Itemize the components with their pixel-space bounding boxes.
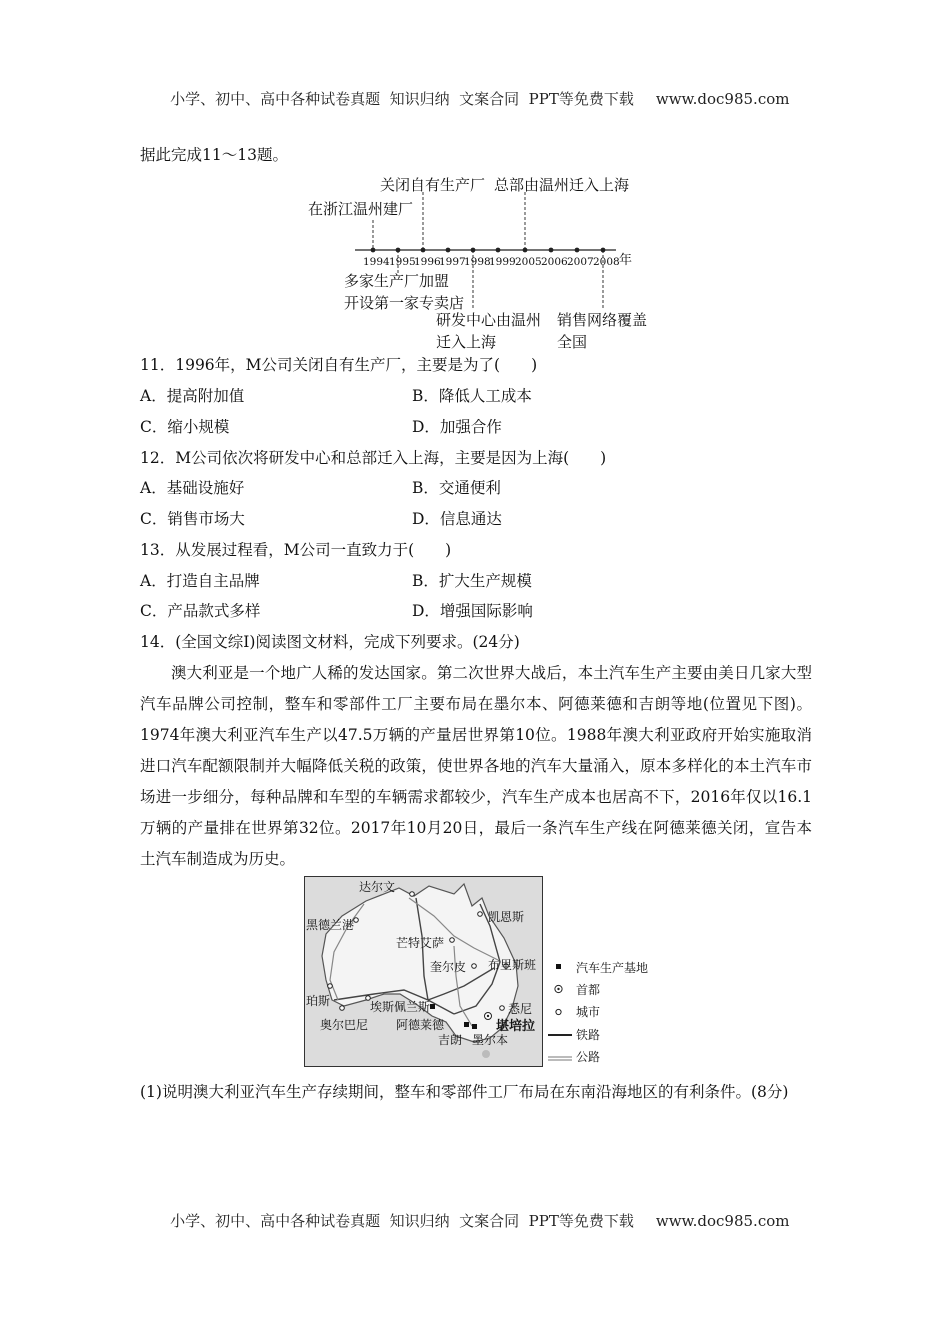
- base-adelaide: [430, 1004, 435, 1009]
- year-label: 1996: [414, 256, 441, 268]
- city-sydney: [500, 1006, 505, 1011]
- map-label-geelong: 吉朗: [438, 1033, 463, 1047]
- q12-option-d[interactable]: D．信息通达: [412, 510, 502, 528]
- header-text: 小学、初中、高中各种试卷真题 知识归纳 文案合同 PPT等免费下载: [170, 90, 634, 108]
- year-label: 1999: [489, 256, 516, 268]
- map-label-canberra: 堪培拉: [496, 1019, 536, 1034]
- map-label-port-hedland: 黑德兰港: [306, 918, 355, 932]
- event-rd-move: 研发中心由温州 迁入上海: [436, 311, 542, 351]
- q12-option-a[interactable]: A．基础设施好: [140, 479, 245, 497]
- map-label-esperance: 埃斯佩兰斯: [370, 1000, 431, 1014]
- legend-base-symbol: [556, 964, 561, 969]
- q13-option-d[interactable]: D．增强国际影响: [412, 602, 533, 620]
- year-label: 2008: [593, 256, 620, 268]
- q14-passage: 澳大利亚是一个地广人稀的发达国家。第二次世界大战后，本土汽车生产主要由美日几家大型汽车品牌公司控制，整车和零部件工厂主要布局在墨尔本、阿德莱德和吉朗等地(位置见下图)。1974年澳大利亚汽车生产以47.5万辆的产量居世界第10位。1988年澳大利亚政府开始实施取消进口汽车配额限制并大幅降低关税的政策，使世界各地的汽车大量涌入，原本多样化的本土汽车市场进一步细分，每种品牌和车型的车辆需求都较少，汽车生产成本也居高不下，2016年仅以16.1万辆的产量排在世界第32位。2017年10月20日，最后一条汽车生产线在阿德莱德关闭，宣告本土汽车制造成为历史。: [140, 664, 812, 868]
- legend-capital: 首都: [576, 983, 601, 997]
- page-footer: [0, 1192, 950, 1231]
- q11-option-c[interactable]: C．缩小规模: [140, 418, 230, 436]
- year-label: 1998: [464, 256, 491, 268]
- legend-symbols: [548, 956, 576, 1068]
- dot-2006: [549, 248, 554, 253]
- dot-1999: [496, 248, 501, 253]
- q14-sub-1: (1)说明澳大利亚汽车生产存续期间，整车和零部件工厂布局在东南沿海地区的有利条件。(8分): [140, 1083, 789, 1101]
- footer-url[interactable]: www.doc985.com: [655, 1212, 790, 1230]
- year-unit: 年: [619, 253, 633, 268]
- q11-option-d[interactable]: D．加强合作: [412, 418, 502, 436]
- map-label-darwin: 达尔文: [359, 880, 396, 894]
- question-11-stem: 11．1996年，M公司关闭自有生产厂，主要是为了( ): [140, 356, 538, 374]
- map-label-albany: 奥尔巴尼: [320, 1018, 369, 1032]
- page-header: [0, 70, 950, 109]
- capital-canberra-dot: [487, 1015, 489, 1017]
- tasmania: [482, 1050, 490, 1058]
- city-port-hedland: [354, 918, 359, 923]
- event-close-factory: 关闭自有生产厂: [380, 176, 486, 194]
- q13-option-c[interactable]: C．产品款式多样: [140, 602, 261, 620]
- city-perth: [328, 984, 333, 989]
- event-sales-network: 销售网络覆盖 全国: [557, 311, 648, 351]
- base-geelong: [464, 1022, 469, 1027]
- legend-car-base: 汽车生产基地: [576, 961, 649, 975]
- event-hq-move: 总部由温州迁入上海: [494, 176, 630, 194]
- legend-road: 公路: [576, 1050, 601, 1064]
- city-albany: [340, 1006, 345, 1011]
- header-url[interactable]: www.doc985.com: [655, 90, 790, 108]
- city-cairns: [478, 912, 483, 917]
- event-franchise: 多家生产厂加盟 开设第一家专卖店: [344, 272, 465, 312]
- legend-capital-dot: [557, 988, 559, 990]
- map-label-melbourne: 墨尔本: [472, 1033, 509, 1047]
- legend-city: 城市: [576, 1005, 601, 1019]
- q13-option-a[interactable]: A．打造自主品牌: [140, 572, 260, 590]
- city-quilpie: [472, 964, 477, 969]
- question-13-stem: 13．从发展过程看，M公司一直致力于( ): [140, 541, 452, 559]
- dot-1997: [446, 248, 451, 253]
- year-label: 2007: [567, 256, 594, 268]
- map-label-quilpie: 奎尔皮: [430, 960, 467, 974]
- sea-marks: [482, 1050, 490, 1058]
- map-label-perth: 珀斯: [306, 994, 331, 1008]
- year-label: 1994: [363, 256, 390, 268]
- legend-railway: 铁路: [576, 1028, 601, 1042]
- year-label: 1997: [439, 256, 466, 268]
- map-label-brisbane: 布里斯班: [488, 958, 537, 972]
- dot-2007: [575, 248, 580, 253]
- q12-option-c[interactable]: C．销售市场大: [140, 510, 245, 528]
- map-label-sydney: 悉尼: [508, 1002, 533, 1016]
- question-12-stem: 12．M公司依次将研发中心和总部迁入上海，主要是因为上海( ): [140, 449, 607, 467]
- map-label-adelaide: 阿德莱德: [396, 1018, 445, 1032]
- year-label: 1995: [389, 256, 416, 268]
- q11-option-b[interactable]: B．降低人工成本: [412, 387, 532, 405]
- footer-text: 小学、初中、高中各种试卷真题 知识归纳 文案合同 PPT等免费下载: [170, 1212, 634, 1230]
- city-mount-isa: [450, 938, 455, 943]
- q13-option-b[interactable]: B．扩大生产规模: [412, 572, 532, 590]
- q12-option-b[interactable]: B．交通便利: [412, 479, 501, 497]
- q11-option-a[interactable]: A．提高附加值: [140, 387, 245, 405]
- map-label-mount-isa: 芒特艾萨: [396, 936, 445, 950]
- intro-text: 据此完成11～13题。: [140, 146, 288, 164]
- year-label: 2005: [515, 256, 542, 268]
- year-label: 2006: [541, 256, 568, 268]
- map-label-cairns: 凯恩斯: [488, 910, 525, 924]
- city-darwin: [410, 892, 415, 897]
- question-14-stem: 14．(全国文综Ⅰ)阅读图文材料，完成下列要求。(24分): [140, 633, 520, 651]
- event-build-factory: 在浙江温州建厂: [308, 200, 414, 218]
- legend-city-symbol: [556, 1009, 561, 1014]
